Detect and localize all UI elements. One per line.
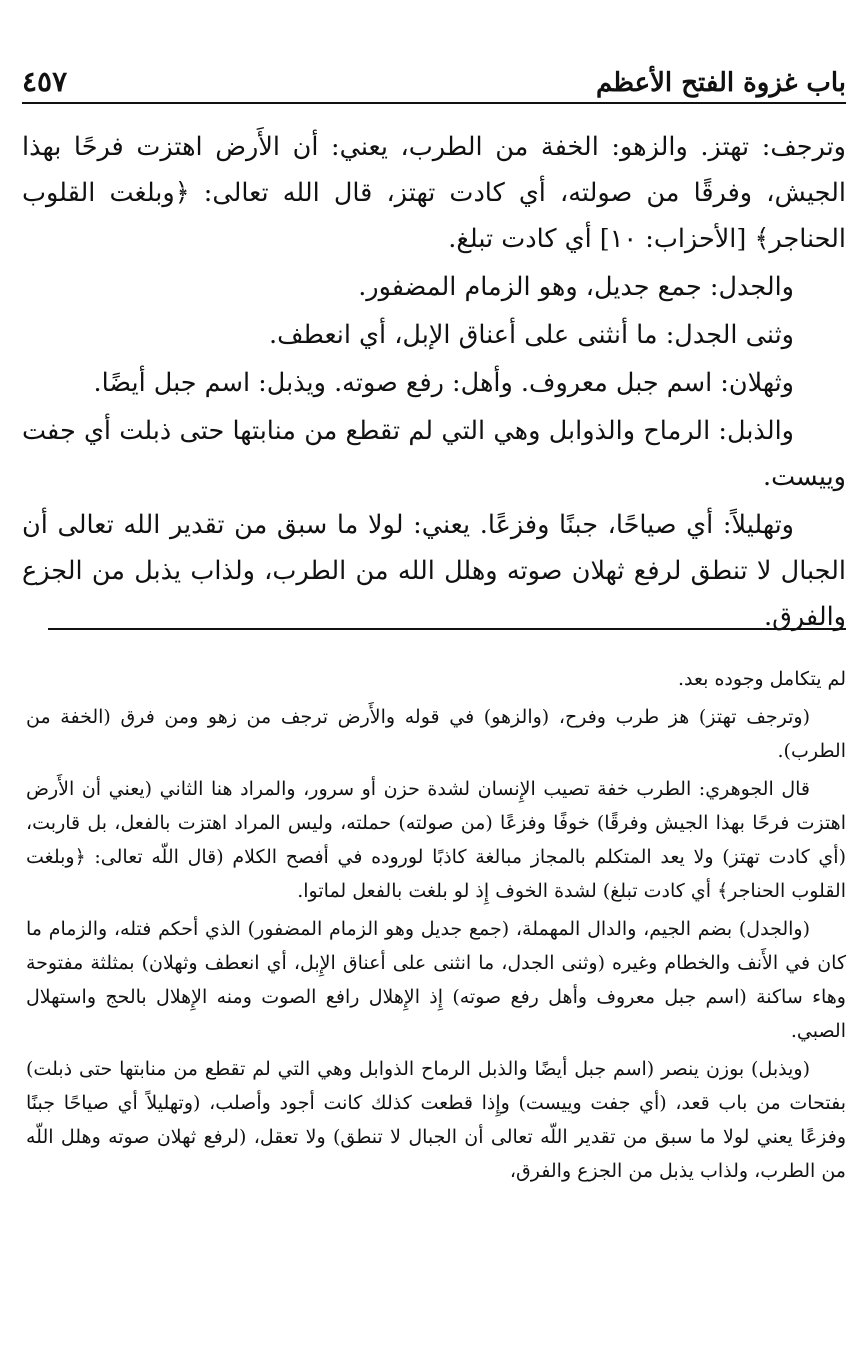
matn-paragraph: وتهليلاً: أي صياحًا، جبنًا وفزعًا. يعني: لولا ما سبق من تقدير الله تعالى أن الجبال لا تنطق لرفع ثهلان صوته وهلل الله من الطرب، ولذاب يذبل من الجزع والفرق.: [22, 510, 846, 632]
commentary-paragraph: قال الجوهري: الطرب خفة تصيب الإِنسان لشدة حزن أو سرور، والمراد هنا الثاني (يعني أن الأَرض اهتزت فرحًا بهذا الجيش وفرقًا) خوفًا وفزعًا (من صولته) حملته، وليس المراد اهتزت بالفعل، بل قاربت، (أي كادت تهتز) ولا يعد المتكلم بالمجاز مبالغة كاذبًا لوروده في أفصح الكلام (قال اللّه تعالى: ﴿وبلغت القلوب الحناجر﴾ أي كادت تبلغ) لشدة الخوف إِذ لو بلغت بالفعل لماتوا.: [26, 778, 846, 902]
matn-paragraph: وثهلان: اسم جبل معروف. وأهل: رفع صوته. ويذبل: اسم جبل أيضًا.: [93, 368, 794, 398]
matn-paragraph: وثنى الجدل: ما أنثنى على أعناق الإبل، أي انعطف.: [269, 320, 794, 350]
footnote-divider: [48, 628, 846, 630]
commentary-text: [26, 662, 846, 1192]
commentary-paragraph: (ويذبل) بوزن ينصر (اسم جبل أيضًا والذبل الرماح الذوابل وهي التي لم تقطع من منابتها حتى ذبلت) بفتحات من باب قعد، (أي جفت وييست) وإِذا قطعت كذلك كانت أجود وأصلب، (وتهليلاً أي صياحًا جبنًا وفزعًا يعني لولا ما سبق من تقدير اللّه تعالى أن الجبال لا تنطق) ولا تعقل، (لرفع ثهلان صوته وهلل اللّه من الطرب، ولذاب يذبل من الجزع والفرق،: [26, 1058, 846, 1182]
matn-paragraph: وترجف: تهتز. والزهو: الخفة من الطرب، يعني: أن الأَرض اهتزت فرحًا بهذا الجيش، وفرقًا من صولته، أي كادت تهتز، قال الله تعالى: ﴿وبلغت القلوب الحناجر﴾ [الأحزاب: ١٠] أي كادت تبلغ.: [22, 132, 846, 254]
commentary-paragraph: (والجدل) بضم الجيم، والدال المهملة، (جمع جديل وهو الزمام المضفور) الذي أحكم فتله، والزمام ما كان في الأَنف والخطام وغيره (وثنى الجدل، ما انثنى على أعناق الإِبل، أي انعطف وثهلان) بمثلثة مفتوحة وهاء ساكنة (اسم جبل معروف وأهل رفع صوته) إِذ الإِهلال رافع الصوت ومنه الإِهلال بالحج واستهلال الصبي.: [26, 918, 846, 1042]
page-number: ٤٥٧: [22, 65, 68, 98]
commentary-paragraph: لم يتكامل وجوده بعد.: [677, 668, 846, 690]
chapter-title: باب غزوة الفتح الأعظم: [595, 68, 846, 98]
commentary-paragraph: (وترجف تهتز) هز طرب وفرح، (والزهو) في قوله والأَرض ترجف من زهو ومن فرق (الخفة من الطرب).: [26, 706, 846, 762]
running-header: [22, 52, 846, 104]
matn-paragraph: والجدل: جمع جديل، وهو الزمام المضفور.: [358, 272, 794, 302]
matn-paragraph: والذبل: الرماح والذوابل وهي التي لم تقطع من منابتها حتى ذبلت أي جفت وييست.: [22, 416, 846, 492]
main-text: [22, 124, 846, 642]
